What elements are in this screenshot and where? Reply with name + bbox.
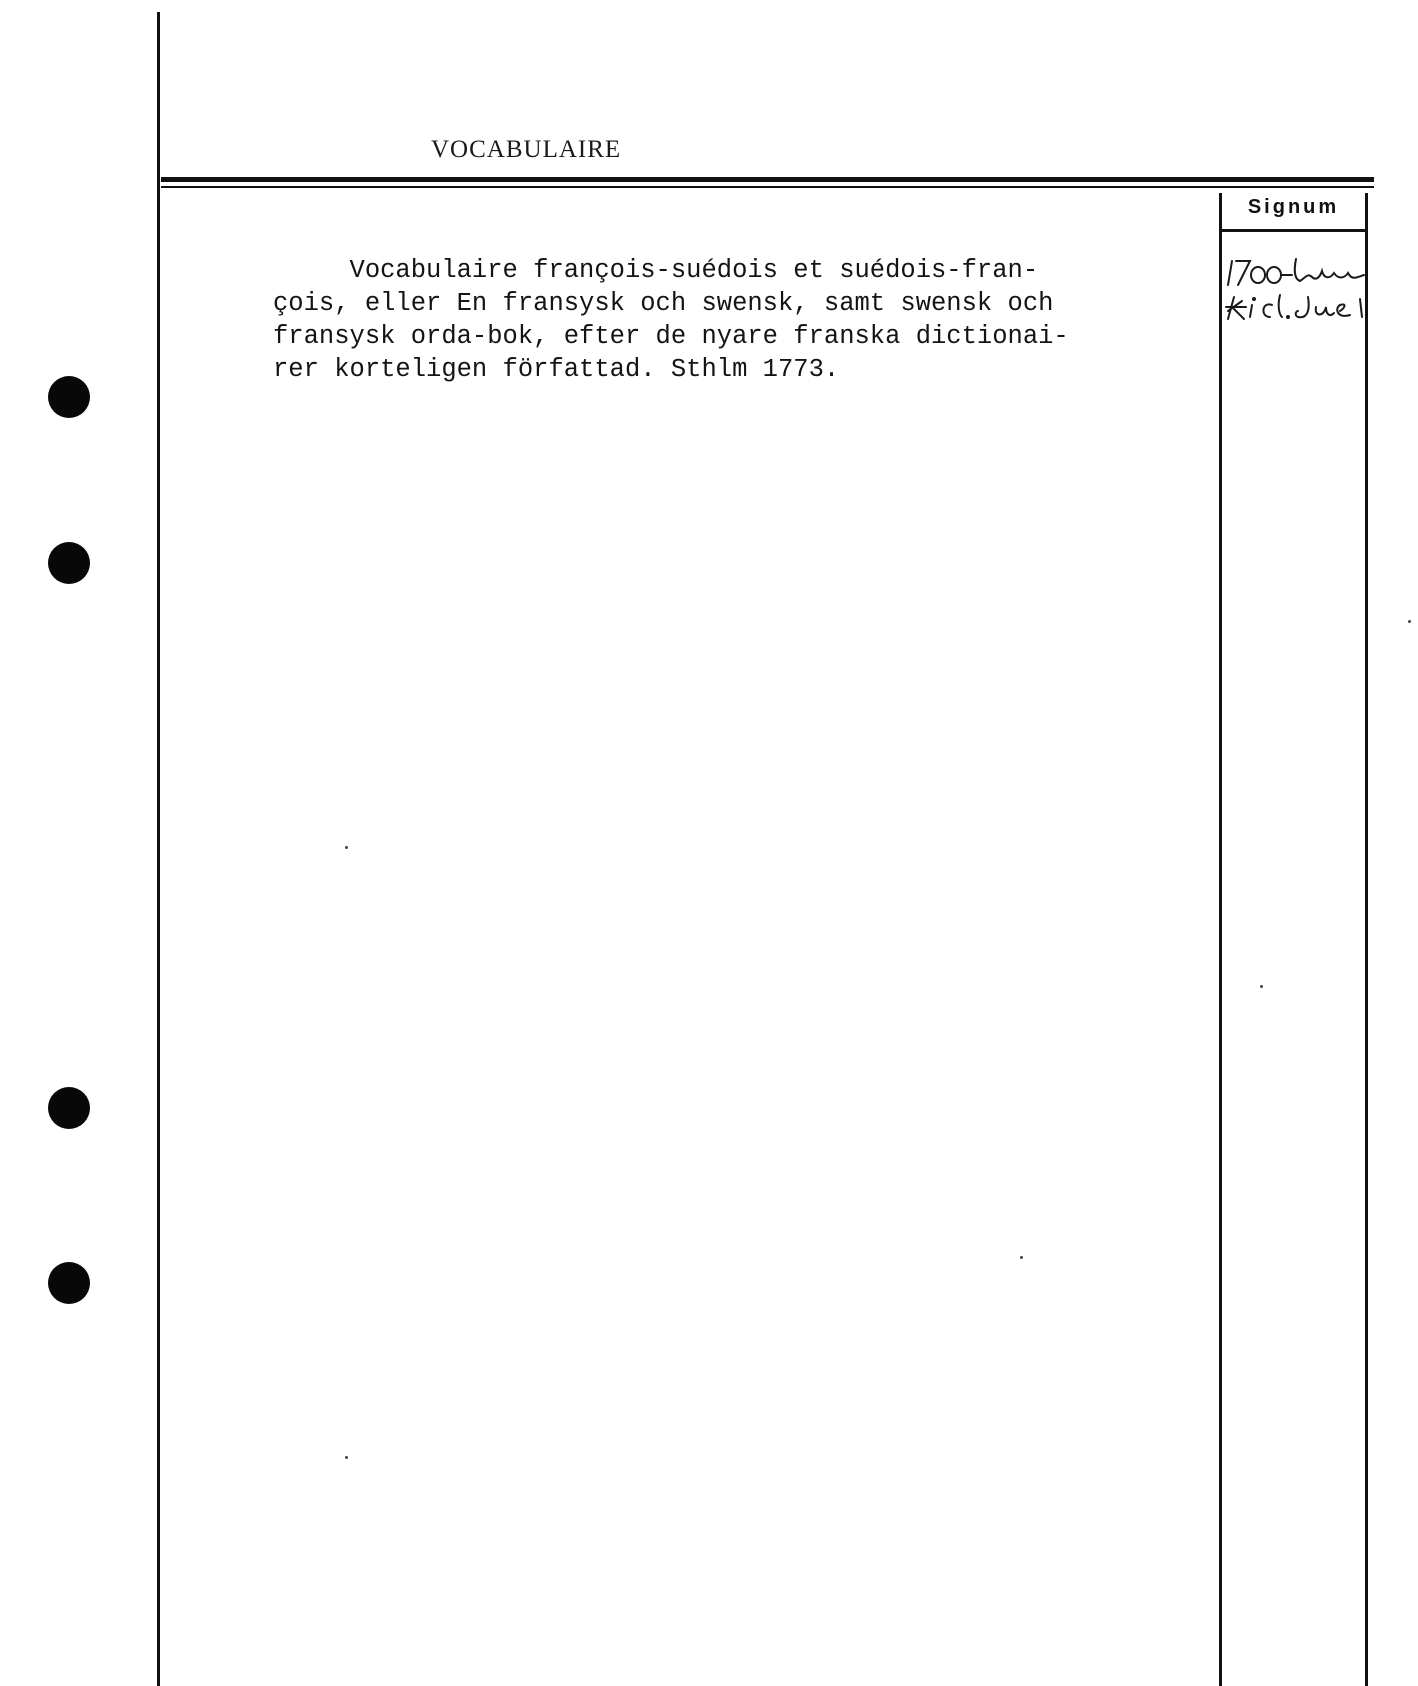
- left-margin-rule: [157, 12, 160, 1686]
- catalog-entry-text: [273, 254, 1213, 386]
- punch-hole: [48, 1262, 90, 1304]
- signum-column-left-rule: [1219, 193, 1222, 1686]
- header-rule-thin: [161, 186, 1374, 188]
- card-heading: VOCABULAIRE: [431, 136, 622, 163]
- entry-line: çois, eller En fransysk och swensk, samt swensk och: [273, 289, 1054, 318]
- signum-label: Signum: [1247, 196, 1340, 218]
- paper-speck: [1020, 1256, 1023, 1259]
- paper-speck: [345, 846, 348, 849]
- paper-speck: [1260, 985, 1263, 988]
- signum-underline: [1222, 229, 1365, 232]
- punch-hole: [48, 542, 90, 584]
- punch-hole: [48, 376, 90, 418]
- punch-hole: [48, 1087, 90, 1129]
- paper-speck: [1408, 620, 1411, 623]
- entry-line: fransysk orda-bok, efter de nyare franska dictionai-: [273, 322, 1069, 351]
- entry-line: Vocabulaire françois-suédois et suédois-fran-: [273, 256, 1039, 285]
- paper-speck: [345, 1456, 348, 1459]
- entry-line: rer korteligen författad. Sthlm 1773.: [273, 355, 840, 384]
- signum-handwritten-note: [1224, 255, 1366, 325]
- header-rule-thick: [161, 177, 1374, 182]
- signum-column-right-rule: [1365, 193, 1368, 1686]
